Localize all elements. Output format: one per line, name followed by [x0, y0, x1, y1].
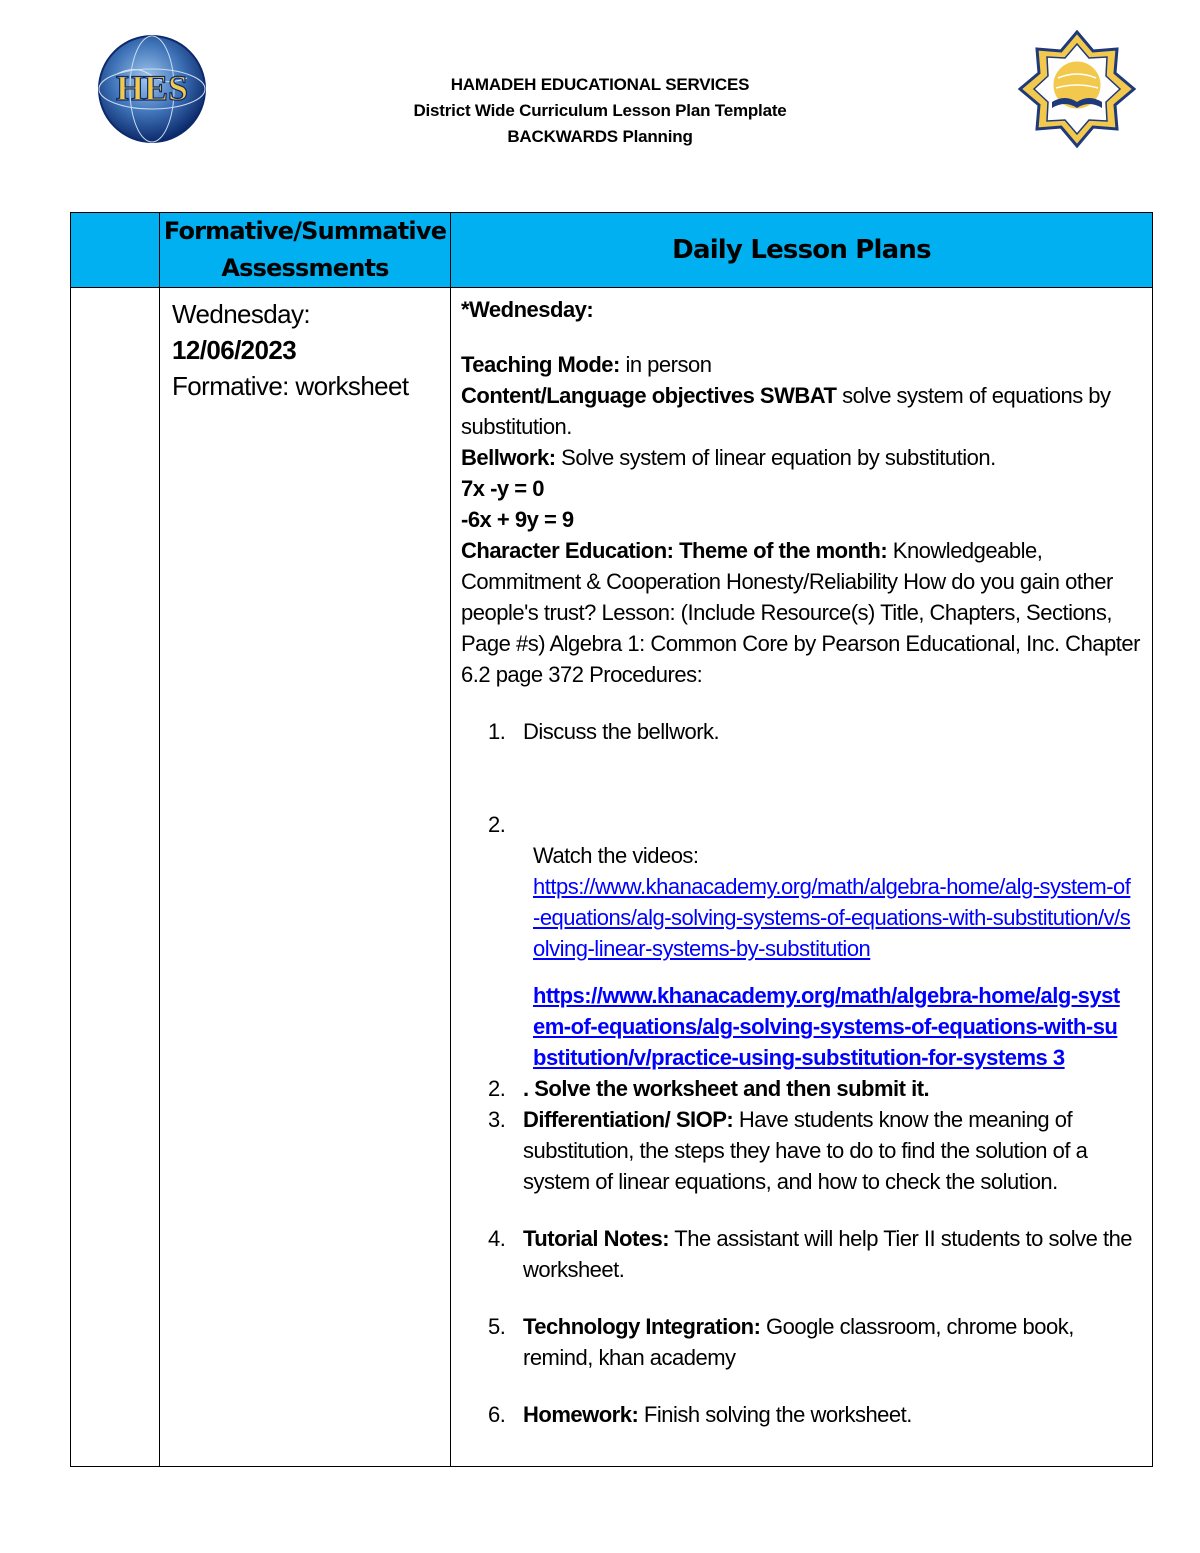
teaching-mode-value: in person [619, 352, 712, 377]
list-item [461, 1104, 1142, 1197]
character-education [461, 535, 1142, 690]
table-header-row [71, 213, 1153, 288]
step-number: 2. [488, 1076, 506, 1101]
hes-logo [97, 34, 207, 144]
list-item [461, 1399, 1142, 1430]
planning-subtitle: BACKWARDS Planning [507, 127, 693, 146]
header-assessments-line2: Assessments [221, 254, 389, 282]
assessment-cell [160, 288, 451, 1467]
objectives-label: Content/Language objectives SWBAT [461, 383, 837, 408]
step-text: Have students know the meaning of substitution, the steps they have to do to find the solution of a system of linear equations, and how to check the solution. [523, 1107, 1088, 1194]
hes-logo-text: HES [115, 68, 189, 108]
list-item [461, 716, 1142, 747]
step-label: Technology Integration: [523, 1314, 761, 1339]
list-item [461, 1223, 1142, 1285]
step-number: 2. [488, 812, 506, 837]
teaching-mode [461, 349, 1142, 380]
header-assessments-line1: Formative/Summative [163, 217, 447, 245]
star-emblem-logo [1018, 30, 1136, 148]
empty-cell [71, 288, 160, 1467]
step-number: 3. [488, 1107, 506, 1132]
template-title: District Wide Curriculum Lesson Plan Template [413, 101, 787, 120]
step-number: 1. [488, 719, 506, 744]
step-text: Finish solving the worksheet. [638, 1402, 912, 1427]
step-number: 4. [488, 1226, 506, 1251]
video-link-1[interactable]: https://www.khanacademy.org/math/algebra-home/alg-system-of-equations/alg-solving-systems-of-equations-with-substitution/v/solving-linear-systems-by-substitution [533, 874, 1131, 961]
bellwork-value: Solve system of linear equation by substitution. [555, 445, 996, 470]
step-number: 5. [488, 1314, 506, 1339]
step-label: Tutorial Notes: [523, 1226, 670, 1251]
objectives [461, 380, 1142, 442]
document-header [300, 72, 900, 150]
table-row [71, 288, 1153, 1467]
watch-label: Watch the videos: [533, 843, 699, 868]
step-text: The assistant will help Tier II students to solve the worksheet. [523, 1226, 1133, 1282]
procedure-steps [461, 716, 1142, 1430]
teaching-mode-label: Teaching Mode: [461, 352, 620, 377]
bellwork [461, 442, 1142, 473]
character-label: Character Education: Theme of the month: [461, 538, 888, 563]
step-text: Google classroom, chrome book, remind, khan academy [523, 1314, 1074, 1370]
bellwork-label: Bellwork: [461, 445, 556, 470]
watch-videos [461, 840, 1142, 871]
daily-lesson-cell [451, 288, 1153, 1467]
step-number: 6. [488, 1402, 506, 1427]
list-item [461, 1073, 1142, 1104]
list-item [461, 1311, 1142, 1373]
org-name: HAMADEH EDUCATIONAL SERVICES [450, 75, 750, 94]
character-value: Knowledgeable, Commitment & Cooperation Honesty/Reliability How do you gain other people's trust? Lesson: (Include Resource(s) Title, Chapters, Sections, Page #s) Algebra 1: Common Core by Pearson Educational, Inc. Chapter 6.2 page 372 Procedures: [461, 538, 1140, 687]
header-assessments [160, 213, 451, 288]
assessment-type: Formative: worksheet [172, 371, 409, 401]
objectives-value: solve system of equations by substitution. [461, 383, 1111, 439]
header-empty-cell [71, 213, 160, 288]
assessment-date: 12/06/2023 [172, 335, 297, 365]
list-item [461, 809, 1142, 840]
assessment-day: Wednesday: [172, 299, 311, 329]
step-label: Homework: [523, 1402, 639, 1427]
step-text: Discuss the bellwork. [523, 719, 720, 744]
video-link-2-item [461, 980, 1142, 1073]
video-link-1-item [461, 871, 1142, 964]
equation-1: 7x -y = 0 [461, 476, 544, 501]
video-link-2[interactable]: https://www.khanacademy.org/math/algebra-home/alg-system-of-equations/alg-solving-systems-of-equations-with-substitution/v/practice-using-substitution-for-systems 3 [533, 983, 1120, 1070]
equation-2: -6x + 9y = 9 [461, 507, 574, 532]
step-text: . Solve the worksheet and then submit it. [523, 1076, 930, 1101]
lesson-day-heading: *Wednesday: [461, 297, 594, 322]
lesson-plan-table [70, 212, 1153, 1467]
header-daily-lesson-plans: Daily Lesson Plans [451, 213, 1153, 288]
step-label: Differentiation/ SIOP: [523, 1107, 734, 1132]
